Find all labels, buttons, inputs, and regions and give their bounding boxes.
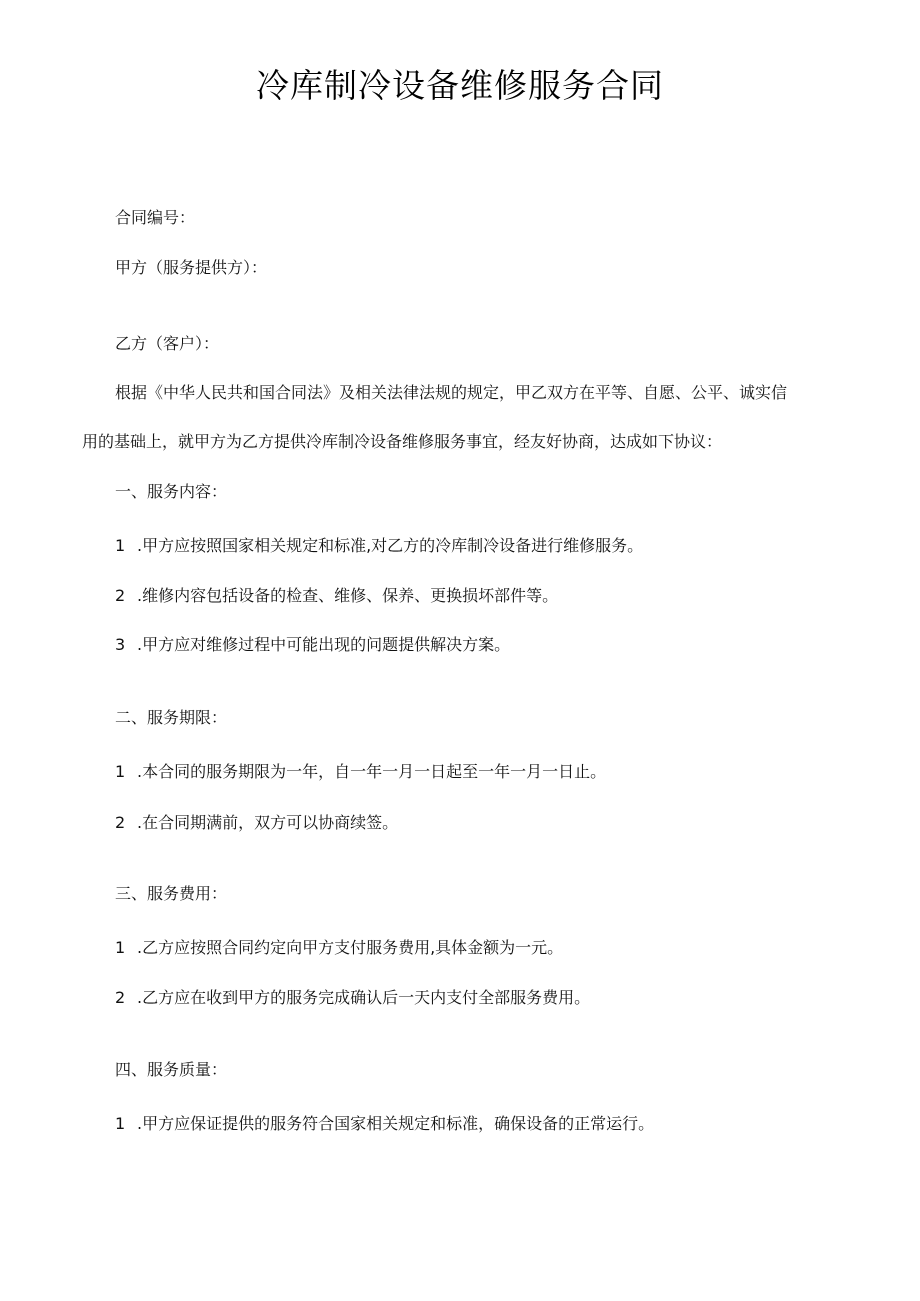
clause-item (115, 812, 398, 834)
clause-text: .甲方应按照国家相关规定和标准,对乙方的冷库制冷设备进行维修服务。 (137, 536, 644, 555)
preamble-line-2: 用的基础上，就甲方为乙方提供冷库制冷设备维修服务事宜，经友好协商，达成如下协议： (82, 432, 723, 451)
clause-number: 2 (115, 813, 126, 832)
preamble-line-1: 根据《中华人民共和国合同法》及相关法律法规的规定，甲乙双方在平等、自愿、公平、诚实信 (115, 383, 788, 402)
clause-item (115, 1113, 654, 1135)
clause-number: 2 (115, 988, 126, 1007)
clause-item (115, 987, 590, 1009)
section-heading-service-term: 二、服务期限： (115, 708, 228, 727)
clause-item (115, 937, 563, 959)
clause-number: 1 (115, 938, 126, 957)
clause-number: 3 (115, 635, 126, 654)
clause-text: .维修内容包括设备的检查、维修、保养、更换损坏部件等。 (137, 586, 559, 605)
clause-item (115, 535, 643, 557)
section-heading-service-content: 一、服务内容： (115, 482, 228, 501)
party-b-label: 乙方（客户）： (115, 334, 220, 353)
clause-text: .甲方应保证提供的服务符合国家相关规定和标准，确保设备的正常运行。 (137, 1114, 655, 1133)
section-heading-service-fee: 三、服务费用： (115, 884, 228, 903)
clause-text: .乙方应按照合同约定向甲方支付服务费用,具体金额为一元。 (137, 938, 564, 957)
clause-text: .乙方应在收到甲方的服务完成确认后一天内支付全部服务费用。 (137, 988, 591, 1007)
document-title: 冷库制冷设备维修服务合同 (256, 66, 664, 105)
clause-item (115, 761, 606, 783)
clause-number: 2 (115, 586, 126, 605)
clause-number: 1 (115, 536, 126, 555)
clause-text: .甲方应对维修过程中可能出现的问题提供解决方案。 (137, 635, 511, 654)
clause-text: .本合同的服务期限为一年，自一年一月一日起至一年一月一日止。 (137, 762, 607, 781)
section-heading-service-quality: 四、服务质量： (115, 1060, 228, 1079)
contract-number-label: 合同编号： (115, 208, 196, 227)
clause-item (115, 634, 510, 656)
clause-text: .在合同期满前，双方可以协商续签。 (137, 813, 399, 832)
party-a-label: 甲方（服务提供方）： (115, 258, 268, 277)
clause-number: 1 (115, 1114, 126, 1133)
clause-item (115, 585, 558, 607)
clause-number: 1 (115, 762, 126, 781)
